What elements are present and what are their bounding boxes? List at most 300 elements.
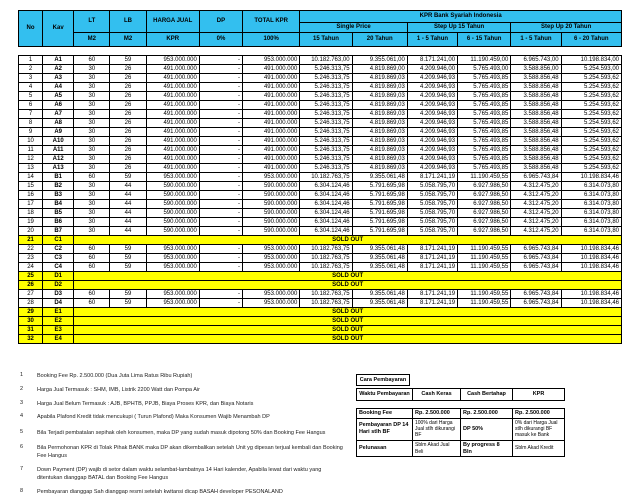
col-header-bank: KPR Bank Syariah Indonesia xyxy=(300,11,622,23)
cell-no: 17 xyxy=(19,200,43,209)
cell-lb: 26 xyxy=(110,164,146,173)
cell-lt: 30 xyxy=(74,92,110,101)
cell-kpr-3: 5.765.493,85 xyxy=(458,164,511,173)
cell-kpr-2: 5.058.795,70 xyxy=(407,191,457,200)
cell-no: 6 xyxy=(19,101,43,110)
cell-dp: - xyxy=(199,182,242,191)
note-text: Booking Fee Rp. 2.500.000 (Dua Juta Lima Ratus Ribu Rupiah) xyxy=(37,373,193,379)
cell-kpr-4: 6.965.743,84 xyxy=(511,254,561,263)
note-number: 3 xyxy=(20,399,24,406)
note-item xyxy=(20,372,345,380)
cell-kpr-5: 5.254.593,62 xyxy=(561,155,621,164)
col-header-dp-pct: 0% xyxy=(199,33,242,47)
cell-kpr-1: 4.819.869,03 xyxy=(352,74,407,83)
payment-body xyxy=(357,409,565,457)
cell-kpr-5: 6.314.073,80 xyxy=(561,227,621,236)
cell-kpr-2: 4.209.946,93 xyxy=(407,119,457,128)
cell-kpr-1: 4.819.869,03 xyxy=(352,83,407,92)
table-row xyxy=(19,56,622,65)
cell-no: 28 xyxy=(19,299,43,308)
cell-harga-jual: 953.000.000 xyxy=(146,245,199,254)
cell-lt: 60 xyxy=(74,299,110,308)
cell-kpr-4: 6.965.743,84 xyxy=(511,173,561,182)
cell-kav: B5 xyxy=(43,209,74,218)
payment-cell: By progress 8 Bln xyxy=(461,440,513,457)
cell-kpr-0: 5.246.313,75 xyxy=(300,74,352,83)
cell-kpr-3: 6.927.986,50 xyxy=(458,191,511,200)
cell-dp: - xyxy=(199,74,242,83)
cell-kpr-5: 5.254.593,62 xyxy=(561,92,621,101)
cell-harga-jual: 590.000.000 xyxy=(146,182,199,191)
cell-no: 1 xyxy=(19,56,43,65)
cell-kpr-2: 5.058.795,70 xyxy=(407,200,457,209)
cell-kav: D3 xyxy=(43,290,74,299)
cell-harga-jual: 491.000.000 xyxy=(146,110,199,119)
cell-total-kpr: 491.000.000 xyxy=(243,101,300,110)
cell-no: 2 xyxy=(19,65,43,74)
cell-lb: 59 xyxy=(110,254,146,263)
cell-total-kpr: 953.000.000 xyxy=(243,254,300,263)
cell-harga-jual: 590.000.000 xyxy=(146,200,199,209)
cell-kpr-4: 3.588.856,48 xyxy=(511,119,561,128)
cell-kpr-4: 3.588.856,48 xyxy=(511,101,561,110)
cell-kpr-1: 5.791.695,98 xyxy=(352,218,407,227)
col-header-lt-m2: M2 xyxy=(74,33,110,47)
cell-kpr-3: 6.927.986,50 xyxy=(458,218,511,227)
cell-lt: 30 xyxy=(74,191,110,200)
cell-kpr-2: 4.209.946,93 xyxy=(407,74,457,83)
cell-kpr-0: 6.304.124,46 xyxy=(300,218,352,227)
note-item xyxy=(20,429,345,437)
col-header-6-15-tahun: 6 - 15 Tahun xyxy=(458,33,511,47)
cell-lb: 44 xyxy=(110,218,146,227)
note-text: Bila Terjadi pembatalan sepihak oleh konsumen, maka DP yang sudah masuk dipotong 50% dan Booking Fee Hangus xyxy=(37,429,326,436)
cell-kpr-3: 11.190.459,55 xyxy=(458,263,511,272)
cell-no: 29 xyxy=(19,308,43,317)
cell-total-kpr: 590.000.000 xyxy=(243,227,300,236)
cell-lb: 26 xyxy=(110,146,146,155)
table-row xyxy=(19,299,622,308)
cell-no: 23 xyxy=(19,254,43,263)
cell-no: 8 xyxy=(19,119,43,128)
cell-kpr-3: 5.765.493,85 xyxy=(458,137,511,146)
cell-kpr-0: 6.304.124,46 xyxy=(300,209,352,218)
cell-no: 30 xyxy=(19,317,43,326)
cell-harga-jual: 491.000.000 xyxy=(146,119,199,128)
cell-lt: 30 xyxy=(74,83,110,92)
cell-lt: 60 xyxy=(74,245,110,254)
cell-kpr-2: 5.058.795,70 xyxy=(407,209,457,218)
cell-kpr-1: 9.355.061,48 xyxy=(352,299,407,308)
table-row xyxy=(19,272,622,281)
table-row xyxy=(19,110,622,119)
cell-dp: - xyxy=(199,155,242,164)
cell-kpr-4: 3.588.856,48 xyxy=(511,74,561,83)
cell-kpr-2: 8.171.241,19 xyxy=(407,299,457,308)
cell-kpr-4: 3.588.856,48 xyxy=(511,110,561,119)
cell-kpr-2: 4.209.946,93 xyxy=(407,128,457,137)
cell-kpr-5: 10.198.834,00 xyxy=(561,56,621,65)
cell-total-kpr: 953.000.000 xyxy=(243,56,300,65)
cell-sold-out: SOLD OUT xyxy=(74,272,622,281)
cell-kav: B2 xyxy=(43,182,74,191)
cell-kpr-4: 3.588.856,48 xyxy=(511,92,561,101)
cell-kpr-3: 11.190.459,55 xyxy=(458,290,511,299)
cell-harga-jual: 590.000.000 xyxy=(146,218,199,227)
cell-harga-jual: 590.000.000 xyxy=(146,227,199,236)
cell-total-kpr: 590.000.000 xyxy=(243,182,300,191)
cell-kav: E3 xyxy=(43,326,74,335)
cell-dp: - xyxy=(199,56,242,65)
cell-total-kpr: 491.000.000 xyxy=(243,119,300,128)
col-header-lb-m2: M2 xyxy=(110,33,146,47)
cell-kpr-0: 10.182.763,75 xyxy=(300,173,352,182)
cell-harga-jual: 491.000.000 xyxy=(146,128,199,137)
cell-kpr-2: 8.171.241,19 xyxy=(407,263,457,272)
cell-kpr-3: 5.765.493,85 xyxy=(458,74,511,83)
cell-kpr-0: 5.246.313,75 xyxy=(300,119,352,128)
cell-kav: B4 xyxy=(43,200,74,209)
payment-cell: 100% dari Harga Jual stlh dikurangi BF xyxy=(413,418,461,440)
cell-harga-jual: 491.000.000 xyxy=(146,137,199,146)
cell-total-kpr: 491.000.000 xyxy=(243,146,300,155)
cell-kpr-5: 10.198.834,46 xyxy=(561,173,621,182)
cell-lt: 30 xyxy=(74,218,110,227)
cell-kpr-2: 5.058.795,70 xyxy=(407,218,457,227)
table-row xyxy=(19,74,622,83)
col-header-1-5-tahun-b: 1 - 5 Tahun xyxy=(511,33,561,47)
cell-kpr-0: 6.304.124,46 xyxy=(300,182,352,191)
cell-kpr-0: 5.246.313,75 xyxy=(300,101,352,110)
cell-kpr-0: 5.246.313,75 xyxy=(300,92,352,101)
payment-header-table xyxy=(356,388,565,401)
cell-lt: 30 xyxy=(74,110,110,119)
note-number: 7 xyxy=(20,465,24,472)
cell-kpr-0: 6.304.124,46 xyxy=(300,191,352,200)
cell-dp: - xyxy=(199,299,242,308)
cell-kpr-5: 5.254.593,62 xyxy=(561,119,621,128)
cell-kpr-0: 5.246.313,75 xyxy=(300,83,352,92)
cell-sold-out: SOLD OUT xyxy=(74,236,622,245)
payment-cell: Booking Fee xyxy=(357,409,413,419)
cell-no: 11 xyxy=(19,146,43,155)
cell-no: 14 xyxy=(19,173,43,182)
cell-kpr-4: 3.588.856,48 xyxy=(511,128,561,137)
note-item xyxy=(20,488,345,496)
cell-kav: A12 xyxy=(43,155,74,164)
cell-kpr-0: 5.246.313,75 xyxy=(300,65,352,74)
cell-kpr-1: 9.355.061,48 xyxy=(352,173,407,182)
payment-col-header: KPR xyxy=(513,389,565,401)
cell-kpr-4: 6.965.743,84 xyxy=(511,245,561,254)
cell-kpr-5: 5.254.593,62 xyxy=(561,128,621,137)
cell-kpr-4: 4.312.475,20 xyxy=(511,209,561,218)
cell-kpr-3: 11.190.459,00 xyxy=(458,56,511,65)
cell-harga-jual: 491.000.000 xyxy=(146,155,199,164)
cell-kav: B1 xyxy=(43,173,74,182)
cell-no: 25 xyxy=(19,272,43,281)
cell-total-kpr: 953.000.000 xyxy=(243,290,300,299)
col-header-lb: LB xyxy=(110,11,146,33)
cell-kpr-5: 5.254.593,62 xyxy=(561,110,621,119)
table-row xyxy=(19,65,622,74)
table-row xyxy=(19,173,622,182)
cell-lt: 30 xyxy=(74,146,110,155)
cell-kav: E1 xyxy=(43,308,74,317)
col-header-harga-jual: HARGA JUAL xyxy=(146,11,199,33)
table-row xyxy=(19,101,622,110)
cell-dp: - xyxy=(199,101,242,110)
cell-harga-jual: 953.000.000 xyxy=(146,56,199,65)
cell-lt: 30 xyxy=(74,155,110,164)
cell-total-kpr: 953.000.000 xyxy=(243,299,300,308)
cell-no: 15 xyxy=(19,182,43,191)
table-row xyxy=(19,92,622,101)
price-table xyxy=(18,55,622,344)
cell-lb: 26 xyxy=(110,137,146,146)
cell-kpr-2: 4.209.946,93 xyxy=(407,92,457,101)
cell-total-kpr: 491.000.000 xyxy=(243,128,300,137)
cell-kpr-4: 6.965.743,00 xyxy=(511,56,561,65)
cell-lb: 44 xyxy=(110,200,146,209)
cell-lt: 60 xyxy=(74,56,110,65)
cell-kpr-4: 6.965.743,84 xyxy=(511,263,561,272)
cell-kav: A5 xyxy=(43,92,74,101)
cell-dp: - xyxy=(199,164,242,173)
cell-kpr-2: 8.171.241,19 xyxy=(407,254,457,263)
cell-kpr-3: 6.927.986,50 xyxy=(458,227,511,236)
cell-lb: 26 xyxy=(110,101,146,110)
col-header-stepup-20: Step Up 20 Tahun xyxy=(511,23,622,33)
cell-harga-jual: 953.000.000 xyxy=(146,173,199,182)
cell-total-kpr: 491.000.000 xyxy=(243,83,300,92)
cell-kav: C2 xyxy=(43,245,74,254)
cell-kav: C3 xyxy=(43,254,74,263)
cell-total-kpr: 590.000.000 xyxy=(243,200,300,209)
cell-no: 16 xyxy=(19,191,43,200)
cell-kpr-1: 4.819.869,03 xyxy=(352,119,407,128)
cell-kpr-1: 4.819.869,03 xyxy=(352,164,407,173)
cell-kpr-1: 5.791.695,98 xyxy=(352,209,407,218)
cell-lb: 26 xyxy=(110,74,146,83)
cell-kpr-3: 11.190.459,55 xyxy=(458,254,511,263)
cell-kav: D1 xyxy=(43,272,74,281)
cell-no: 22 xyxy=(19,245,43,254)
cell-dp: - xyxy=(199,218,242,227)
col-header-dp: DP xyxy=(199,11,242,33)
table-row xyxy=(19,137,622,146)
cell-kpr-2: 8.171.241,19 xyxy=(407,290,457,299)
note-item xyxy=(20,400,345,408)
cell-kpr-5: 10.198.834,46 xyxy=(561,245,621,254)
cell-kpr-2: 4.209.946,93 xyxy=(407,110,457,119)
cell-kpr-1: 4.819.869,00 xyxy=(352,65,407,74)
cell-lt: 30 xyxy=(74,182,110,191)
cell-dp: - xyxy=(199,137,242,146)
cell-kpr-4: 4.312.475,20 xyxy=(511,182,561,191)
col-header-kpr: KPR xyxy=(146,33,199,47)
payment-header-row xyxy=(357,389,565,401)
cell-kpr-0: 5.246.313,75 xyxy=(300,164,352,173)
cell-kpr-0: 10.182.763,75 xyxy=(300,254,352,263)
note-number: 4 xyxy=(20,413,24,420)
table-row xyxy=(19,263,622,272)
cell-kpr-0: 5.246.313,75 xyxy=(300,128,352,137)
payment-col-header: Cash Bertahap xyxy=(461,389,513,401)
cell-lt: 30 xyxy=(74,65,110,74)
col-header-single-price: Single Price xyxy=(300,23,408,33)
cell-kav: D4 xyxy=(43,299,74,308)
cell-kpr-1: 9.355.061,00 xyxy=(352,56,407,65)
cell-kpr-5: 6.314.073,80 xyxy=(561,218,621,227)
cell-kpr-1: 4.819.869,03 xyxy=(352,146,407,155)
cell-lt: 30 xyxy=(74,164,110,173)
table-row xyxy=(19,236,622,245)
payment-row xyxy=(357,409,565,419)
payment-cell: Pelunasan xyxy=(357,440,413,457)
cell-lb: 59 xyxy=(110,299,146,308)
cell-kpr-5: 5.254.593,62 xyxy=(561,146,621,155)
cell-lb: 26 xyxy=(110,65,146,74)
cell-total-kpr: 590.000.000 xyxy=(243,191,300,200)
cell-lt: 30 xyxy=(74,128,110,137)
cell-kpr-0: 5.246.313,75 xyxy=(300,155,352,164)
cell-lb: 26 xyxy=(110,83,146,92)
cell-kpr-4: 3.588.856,48 xyxy=(511,137,561,146)
cell-kpr-2: 8.171.241,19 xyxy=(407,245,457,254)
cell-kpr-2: 4.209.946,93 xyxy=(407,137,457,146)
cell-kav: E2 xyxy=(43,317,74,326)
note-number: 2 xyxy=(20,385,24,392)
cell-kav: A9 xyxy=(43,128,74,137)
cell-kpr-5: 10.198.834,46 xyxy=(561,263,621,272)
cell-lb: 26 xyxy=(110,119,146,128)
cell-dp: - xyxy=(199,245,242,254)
cell-total-kpr: 491.000.000 xyxy=(243,110,300,119)
cell-no: 20 xyxy=(19,227,43,236)
note-number: 8 xyxy=(20,487,24,494)
cell-total-kpr: 953.000.000 xyxy=(243,263,300,272)
payment-title: Cara Pembayaran xyxy=(356,374,410,386)
cell-kpr-3: 6.927.986,50 xyxy=(458,200,511,209)
cell-kpr-3: 11.190.459,55 xyxy=(458,299,511,308)
cell-kpr-4: 4.312.475,20 xyxy=(511,200,561,209)
cell-lb: 59 xyxy=(110,263,146,272)
cell-harga-jual: 491.000.000 xyxy=(146,92,199,101)
cell-lt: 30 xyxy=(74,137,110,146)
cell-no: 18 xyxy=(19,209,43,218)
cell-kpr-0: 5.246.313,75 xyxy=(300,137,352,146)
cell-kav: C1 xyxy=(43,236,74,245)
cell-lt: 30 xyxy=(74,101,110,110)
payment-row xyxy=(357,440,565,457)
cell-kpr-1: 5.791.695,98 xyxy=(352,200,407,209)
cell-lb: 59 xyxy=(110,290,146,299)
payment-cell: Rp. 2.500.000 xyxy=(413,409,461,419)
payment-cell: Rp. 2.500.000 xyxy=(513,409,565,419)
cell-kpr-3: 5.765.493,85 xyxy=(458,83,511,92)
cell-dp: - xyxy=(199,227,242,236)
payment-cell: Rp. 2.500.000 xyxy=(461,409,513,419)
table-row xyxy=(19,200,622,209)
cell-kpr-1: 4.819.869,03 xyxy=(352,155,407,164)
cell-kav: B7 xyxy=(43,227,74,236)
cell-no: 4 xyxy=(19,83,43,92)
cell-kpr-1: 5.791.695,98 xyxy=(352,182,407,191)
cell-kpr-4: 3.588.856,48 xyxy=(511,164,561,173)
cell-kav: A1 xyxy=(43,56,74,65)
cell-kav: A3 xyxy=(43,74,74,83)
cell-dp: - xyxy=(199,263,242,272)
cell-kpr-2: 4.209.946,93 xyxy=(407,146,457,155)
cell-kpr-5: 6.314.073,80 xyxy=(561,191,621,200)
cell-lt: 60 xyxy=(74,254,110,263)
cell-harga-jual: 953.000.000 xyxy=(146,299,199,308)
cell-kav: A10 xyxy=(43,137,74,146)
cell-no: 7 xyxy=(19,110,43,119)
note-text: Harga Jual Termasuk : SHM, IMB, Listrik 2200 Watt dan Pompa Air xyxy=(37,386,200,393)
payment-col-header: Waktu Pembayaran xyxy=(357,389,413,401)
cell-no: 19 xyxy=(19,218,43,227)
table-row xyxy=(19,164,622,173)
cell-kpr-5: 6.314.073,80 xyxy=(561,200,621,209)
cell-dp: - xyxy=(199,290,242,299)
cell-kpr-1: 5.791.695,98 xyxy=(352,191,407,200)
note-text: Down Payment (DP) wajib di setor dalam waktu selambat-lambatnya 14 Hari kalender, Apabila lewat dari waktu yang ditentukan dianggap BATAL dan Booking Fee Hangus xyxy=(37,466,322,481)
cell-kpr-4: 3.588.856,00 xyxy=(511,65,561,74)
cell-kpr-3: 5.765.493,85 xyxy=(458,128,511,137)
cell-harga-jual: 491.000.000 xyxy=(146,146,199,155)
cell-kav: A4 xyxy=(43,83,74,92)
cell-lb: 44 xyxy=(110,182,146,191)
cell-kpr-3: 5.765.493,85 xyxy=(458,110,511,119)
cell-lb: 59 xyxy=(110,56,146,65)
cell-lb: 26 xyxy=(110,155,146,164)
cell-lt: 30 xyxy=(74,209,110,218)
cell-harga-jual: 491.000.000 xyxy=(146,101,199,110)
table-row xyxy=(19,218,622,227)
cell-lb: 44 xyxy=(110,209,146,218)
cell-lt: 30 xyxy=(74,119,110,128)
cell-kpr-0: 10.182.763,75 xyxy=(300,299,352,308)
cell-kpr-4: 3.588.856,48 xyxy=(511,155,561,164)
price-table-body xyxy=(19,56,622,344)
cell-lb: 59 xyxy=(110,245,146,254)
note-text: Apabila Plafond Kredit tidak mencukupi ( Turun Plafond) Maka Konsumen Wajib Menambah DP xyxy=(37,414,270,421)
cell-kpr-0: 10.182.763,75 xyxy=(300,245,352,254)
cell-kpr-2: 5.058.795,70 xyxy=(407,182,457,191)
cell-kpr-5: 5.254.593,62 xyxy=(561,137,621,146)
cell-kpr-2: 4.209.946,93 xyxy=(407,164,457,173)
payment-cell: Sblm Akad Jual Beli xyxy=(413,440,461,457)
cell-total-kpr: 590.000.000 xyxy=(243,209,300,218)
cell-kpr-3: 5.765.493,85 xyxy=(458,101,511,110)
table-row xyxy=(19,335,622,344)
cell-kav: A8 xyxy=(43,119,74,128)
col-header-no: No xyxy=(19,11,43,47)
table-row xyxy=(19,290,622,299)
note-text: Pembayaran dianggap Sah dianggap resmi setelah kwitansi dicap BASAH developer PESONALAND xyxy=(37,488,283,495)
cell-no: 13 xyxy=(19,164,43,173)
table-row xyxy=(19,146,622,155)
col-header-6-20-tahun: 6 - 20 Tahun xyxy=(561,33,621,47)
cell-kpr-2: 8.171.241,19 xyxy=(407,173,457,182)
cell-kpr-1: 4.819.869,03 xyxy=(352,137,407,146)
cell-kpr-1: 9.355.061,48 xyxy=(352,245,407,254)
cell-kpr-4: 3.588.856,48 xyxy=(511,146,561,155)
cell-kpr-0: 5.246.313,75 xyxy=(300,110,352,119)
col-header-1-5-tahun-a: 1 - 5 Tahun xyxy=(407,33,457,47)
